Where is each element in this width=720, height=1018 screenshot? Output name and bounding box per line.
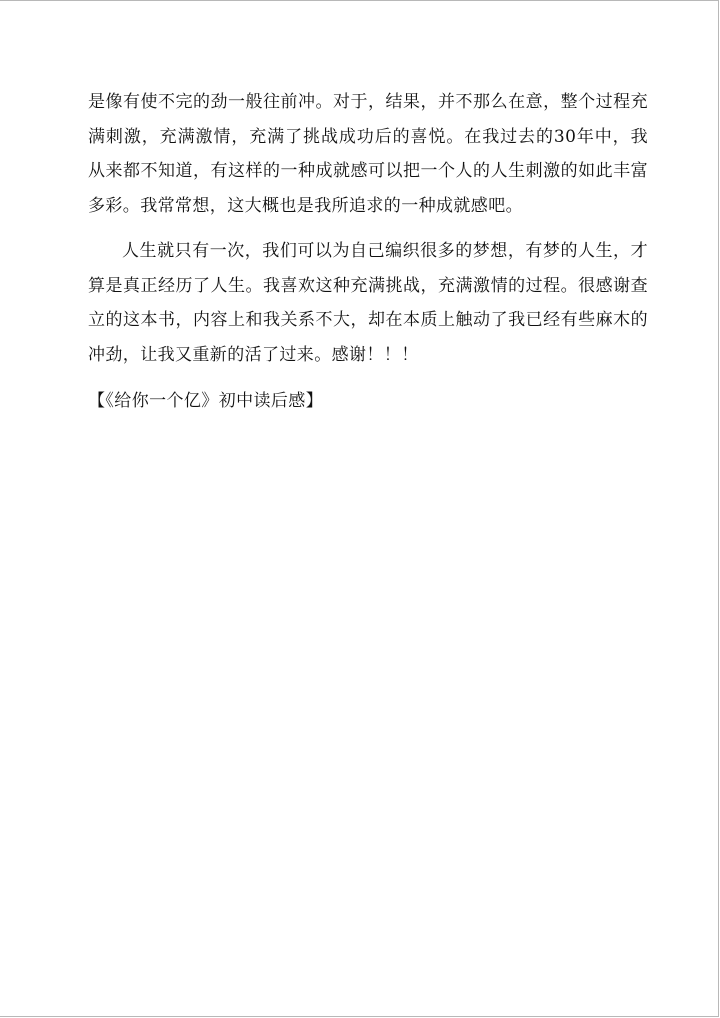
paragraph-2: 人生就只有一次，我们可以为自己编织很多的梦想，有梦的人生，才算是真正经历了人生。我喜欢这种充满挑战，充满激情的过程。很感谢查立的这本书，内容上和我关系不大，却在本质上触动了我已经有些麻木的冲劲，让我又重新的活了过来。感谢！！！ xyxy=(88,241,648,365)
paragraph-1: 是像有使不完的劲一般往前冲。对于，结果，并不那么在意，整个过程充满刺激，充满激情，充满了挑战成功后的喜悦。在我过去的30年中，我从来都不知道，有这样的一种成就感可以把一个人的人生刺激的如此丰富多彩。我常常想，这大概也是我所追求的一种成就感吧。 xyxy=(88,92,648,216)
section-title: 【《给你一个亿》初中读后感】 xyxy=(88,391,324,411)
document-body xyxy=(88,85,648,418)
